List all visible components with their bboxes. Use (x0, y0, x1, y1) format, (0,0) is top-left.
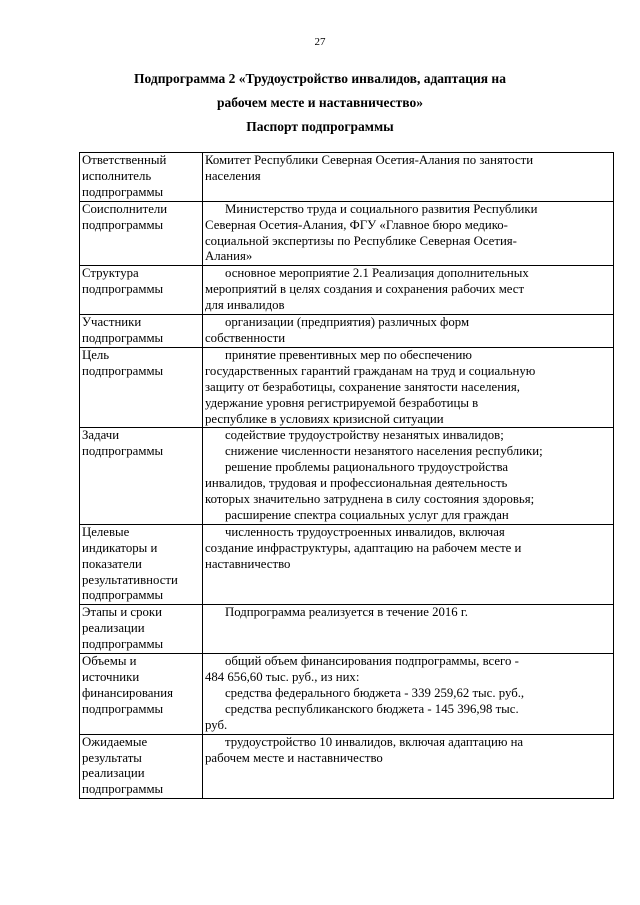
row-value-line: снижение численности незанятого населения республики; (225, 444, 543, 459)
row-label-line: Задачи (82, 428, 120, 443)
row-value-line: трудоустройство 10 инвалидов, включая адаптацию на (225, 734, 524, 749)
row-label-cell (80, 734, 203, 799)
row-value-cell (203, 266, 614, 315)
row-value-line: социальной экспертизы по Республике Северная Осетия- (205, 233, 517, 248)
row-label-cell (80, 428, 203, 524)
row-label-line: результаты (82, 750, 142, 765)
row-label-line: показатели (82, 556, 142, 571)
table-row (80, 734, 614, 799)
table-row (80, 605, 614, 654)
row-value-line: Министерство труда и социального развития Республики (225, 201, 538, 216)
row-value-line: для инвалидов (205, 298, 285, 313)
row-label-line: подпрограммы (82, 282, 164, 297)
row-value-line: содействие трудоустройству незанятых инвалидов; (225, 428, 504, 443)
row-label-cell (80, 153, 203, 202)
row-value-line: наставничество (205, 556, 291, 571)
row-label-line: реализации (82, 621, 145, 636)
row-label-line: подпрограммы (82, 363, 164, 378)
row-label-cell (80, 347, 203, 428)
row-label-line: исполнитель (82, 168, 152, 183)
row-value-line: Подпрограмма реализуется в течение 2016 г. (225, 605, 468, 620)
row-label-line: реализации (82, 766, 145, 781)
row-value-line: защиту от безработицы, сохранение занятости населения, (205, 379, 520, 394)
row-label-cell (80, 315, 203, 348)
row-label-line: подпрограммы (82, 444, 164, 459)
row-label-line: подпрограммы (82, 701, 164, 716)
row-value-line: основное мероприятие 2.1 Реализация дополнительных (225, 266, 529, 281)
row-label-line: индикаторы и (82, 540, 158, 555)
row-label-line: Этапы и сроки (82, 605, 162, 620)
passport-title: Паспорт подпрограммы (246, 119, 394, 134)
row-value-line: создание инфраструктуры, адаптацию на рабочем месте и (205, 540, 522, 555)
table-row (80, 153, 614, 202)
row-value-line: Алания» (205, 249, 253, 264)
subprogram-title-line-1: Подпрограмма 2 «Трудоустройство инвалидов, адаптация на (134, 71, 506, 86)
row-value-cell (203, 347, 614, 428)
table-row (80, 524, 614, 605)
row-value-line: принятие превентивных мер по обеспечению (225, 347, 472, 362)
row-label-line: Цель (82, 347, 110, 362)
row-label-line: Ответственный (82, 153, 167, 167)
row-value-line: Комитет Республики Северная Осетия-Алания по занятости (205, 153, 534, 167)
row-label-cell (80, 266, 203, 315)
row-label-line: Целевые (82, 524, 130, 539)
row-label-line: источники (82, 670, 140, 684)
row-label-line: Объемы и (82, 654, 137, 669)
row-label-line: Структура (82, 266, 139, 281)
table-row (80, 654, 614, 735)
row-value-cell (203, 654, 614, 735)
table-row (80, 315, 614, 348)
row-value-line: мероприятий в целях создания и сохранения рабочих мест (205, 282, 525, 297)
row-value-line: численность трудоустроенных инвалидов, включая (225, 524, 505, 539)
row-value-line: средства республиканского бюджета - 145 396,98 тыс. (225, 701, 519, 716)
row-value-line: руб. (205, 717, 228, 732)
row-value-line: которых значительно затруднена в силу состояния здоровья; (205, 492, 535, 507)
row-value-line: инвалидов, трудовая и профессиональная деятельность (205, 476, 508, 491)
row-value-line: общий объем финансирования подпрограммы, всего - (225, 654, 519, 669)
row-label-line: результативности (82, 572, 178, 587)
table-row (80, 266, 614, 315)
table-row (80, 428, 614, 524)
table-row (80, 201, 614, 266)
row-label-cell (80, 605, 203, 654)
row-label-line: Соисполнители (82, 201, 168, 216)
row-label-line: подпрограммы (82, 782, 164, 797)
row-label-line: подпрограммы (82, 217, 164, 232)
row-value-line: 484 656,60 тыс. руб., из них: (205, 670, 360, 684)
row-value-cell (203, 153, 614, 202)
row-value-cell (203, 428, 614, 524)
row-value-line: организации (предприятия) различных форм (225, 315, 470, 330)
passport-table (79, 152, 614, 799)
table-row (80, 347, 614, 428)
row-value-line: населения (205, 168, 261, 183)
row-label-cell (80, 654, 203, 735)
row-value-line: удержание уровня регистрируемой безработицы в (205, 395, 479, 410)
row-label-line: подпрограммы (82, 184, 164, 199)
row-label-line: подпрограммы (82, 637, 164, 652)
row-value-line: рабочем месте и наставничество (205, 750, 383, 765)
row-value-cell (203, 734, 614, 799)
row-label-cell (80, 524, 203, 605)
row-label-line: Ожидаемые (82, 734, 148, 749)
row-value-line: Северная Осетия-Алания, ФГУ «Главное бюро медико- (205, 217, 508, 232)
subprogram-title-line-2: рабочем месте и наставничество» (217, 95, 423, 110)
row-label-line: финансирования (82, 685, 173, 700)
row-label-line: подпрограммы (82, 330, 164, 345)
row-value-line: собственности (205, 330, 286, 345)
row-value-line: государственных гарантий гражданам на труд и социальную (205, 363, 536, 378)
row-value-line: расширение спектра социальных услуг для граждан (225, 507, 509, 522)
row-value-line: средства федерального бюджета - 339 259,62 тыс. руб., (225, 685, 525, 700)
row-value-line: решение проблемы рационального трудоустройства (225, 460, 509, 475)
page-number: 27 (314, 36, 326, 48)
row-value-cell (203, 201, 614, 266)
row-value-line: республике в условиях кризисной ситуации (205, 411, 444, 426)
row-value-cell (203, 605, 614, 654)
row-label-line: Участники (82, 315, 142, 330)
row-label-cell (80, 201, 203, 266)
row-value-cell (203, 315, 614, 348)
row-label-line: подпрограммы (82, 588, 164, 603)
row-value-cell (203, 524, 614, 605)
